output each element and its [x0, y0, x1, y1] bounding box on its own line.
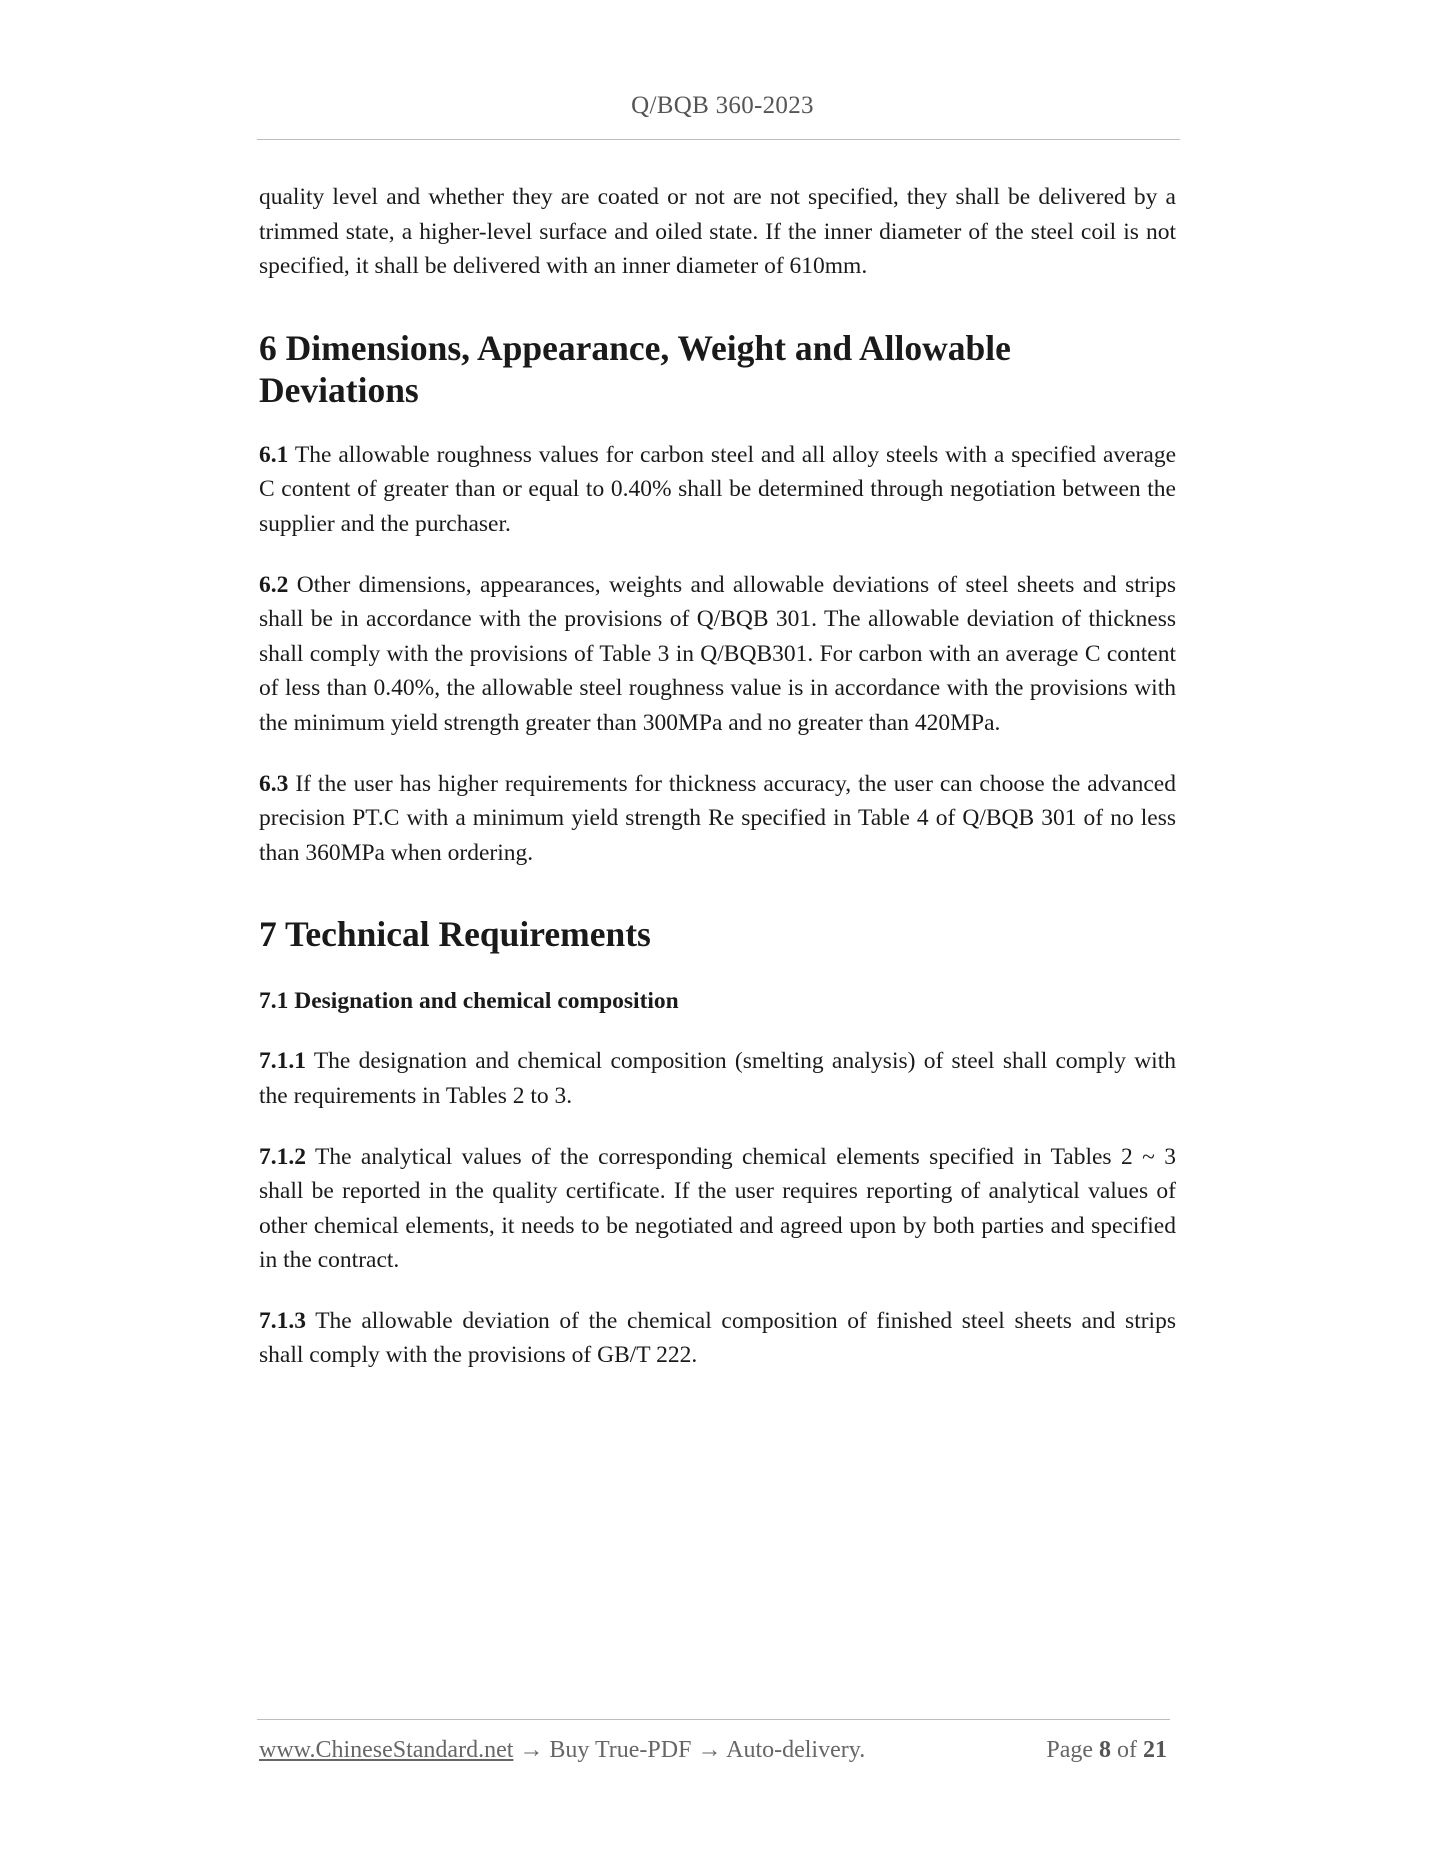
footer-buy-text: → Buy True-PDF → Auto-delivery. [513, 1737, 866, 1763]
intro-paragraph [259, 180, 1176, 284]
chinesestandard-link[interactable]: www.ChineseStandard.net [259, 1737, 514, 1763]
total-pages-number: 21 [1143, 1737, 1167, 1763]
page-indicator [1046, 1737, 1167, 1764]
clause-7-1-2 [259, 1140, 1176, 1278]
clause-number: 7.1.2 [259, 1143, 306, 1170]
clause-number: 6.1 [259, 441, 289, 468]
page-content [259, 180, 1176, 1399]
clause-text: If the user has higher requirements for thickness accuracy, the user can choose the advanced precision PT.C with a minimum yield strength Re specified in Table 4 of Q/BQB 301 of no less than 360MPa when ordering. [259, 770, 1176, 866]
clause-number: 7.1.1 [259, 1048, 306, 1075]
clause-7-1-3 [259, 1304, 1176, 1373]
clause-text: The designation and chemical composition (smelting analysis) of steel shall comply with the requirements in Tables 2 to 3. [259, 1048, 1176, 1109]
document-code-header: Q/BQB 360-2023 [631, 92, 814, 119]
footer-divider [257, 1719, 1170, 1720]
header-divider [257, 139, 1180, 140]
clause-number: 7.1.3 [259, 1307, 306, 1334]
clause-text: Other dimensions, appearances, weights and allowable deviations of steel sheets and strips shall be in accordance with the provisions of Q/BQB 301. The allowable deviation of thickness shall comply with the provisions of Table 3 in Q/BQB301. For carbon with an average C content of less than 0.40%, the allowable steel roughness value is in accordance with the provisions with the minimum yield strength greater than 300MPa and no greater than 420MPa. [259, 571, 1176, 736]
clause-6-3 [259, 767, 1176, 871]
clause-number: 6.3 [259, 770, 289, 797]
subsection-7-1-heading: 7.1 Designation and chemical composition [259, 988, 679, 1015]
footer-promo [259, 1737, 865, 1764]
clause-text: The analytical values of the corresponding chemical elements specified in Tables 2 ~ 3 shall be reported in the quality certificate. If the user requires reporting of analytical values of other chemical elements, it needs to be negotiated and agreed upon by both parties and specified in the contract. [259, 1143, 1176, 1274]
of-label: of [1111, 1737, 1143, 1763]
clause-number: 6.2 [259, 571, 289, 598]
clause-text: The allowable deviation of the chemical composition of finished steel sheets and strips shall comply with the provisions of GB/T 222. [259, 1307, 1176, 1369]
clause-6-2 [259, 568, 1176, 741]
clause-text: The allowable roughness values for carbon steel and all alloy steels with a specified average C content of greater than or equal to 0.40% shall be determined through negotiation between the supplier and the purchaser. [259, 441, 1176, 537]
current-page-number: 8 [1099, 1737, 1111, 1763]
section-6-heading: 6 Dimensions, Appearance, Weight and Allowable Deviations [259, 327, 1011, 410]
intro-paragraph-text: quality level and whether they are coated or not are not specified, they shall be delivered by a trimmed state, a higher-level surface and oiled state. If the inner diameter of the steel coil is not specified, it shall be delivered with an inner diameter of 610mm. [259, 184, 1176, 280]
section-7-heading: 7 Technical Requirements [259, 914, 651, 955]
clause-7-1-1 [259, 1044, 1176, 1113]
clause-6-1 [259, 438, 1176, 542]
page-label: Page [1046, 1737, 1099, 1763]
